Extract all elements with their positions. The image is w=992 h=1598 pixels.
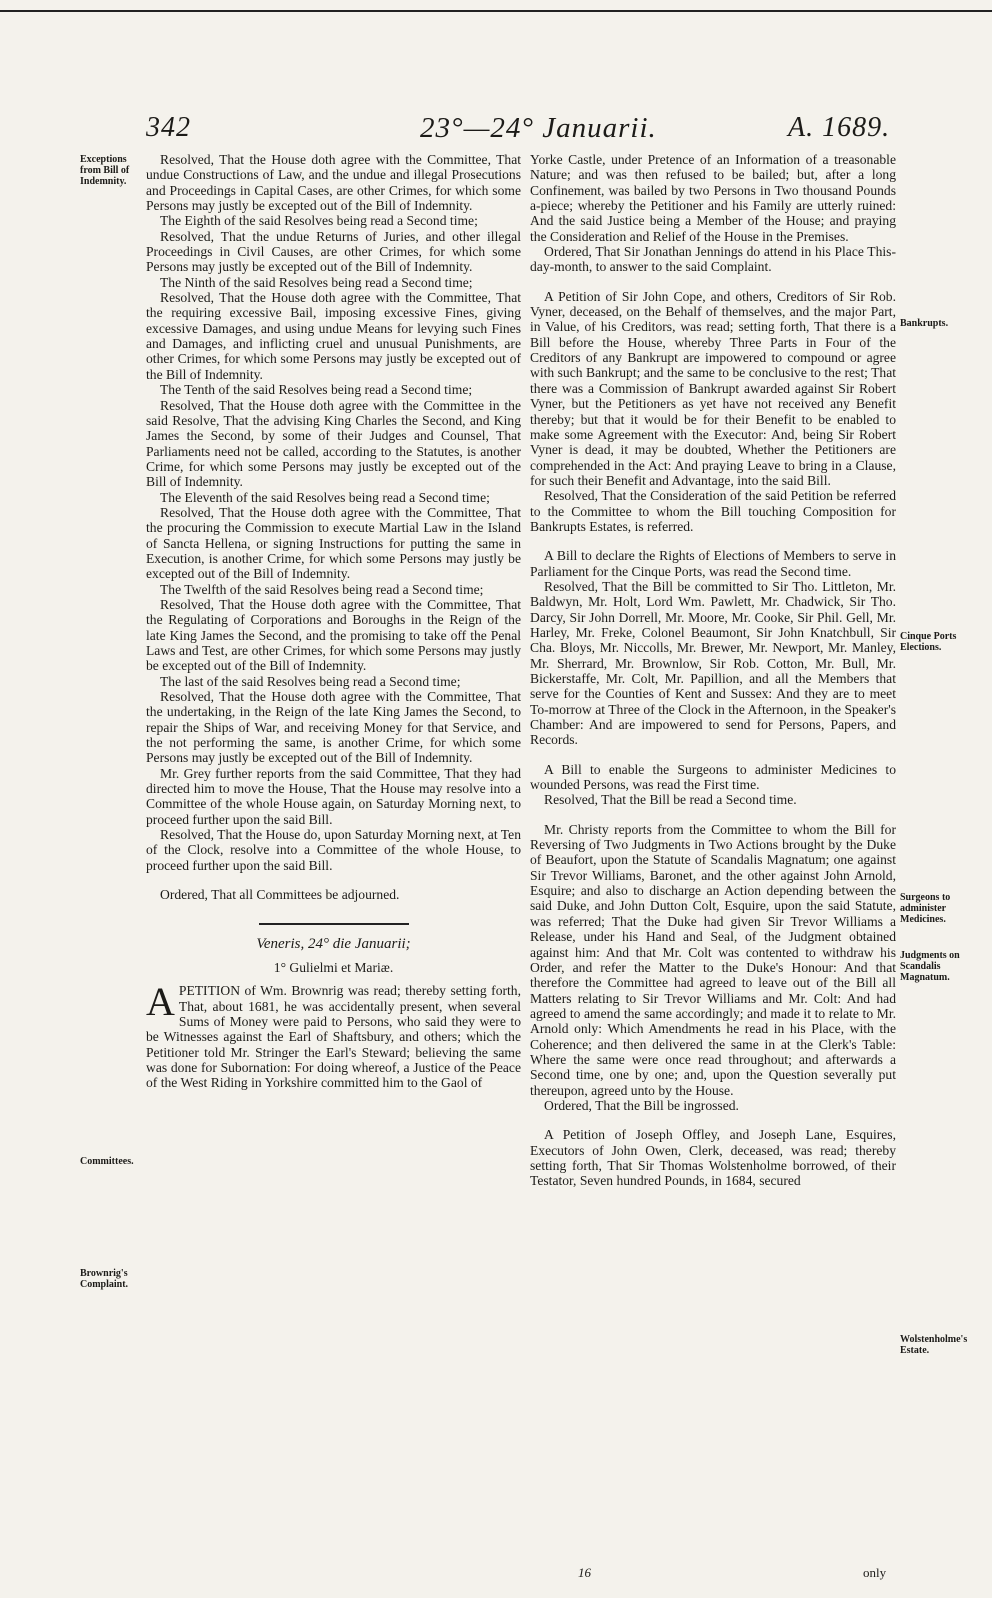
paragraph: Resolved, That the House doth agree with the Committee, That undue Constructions of Law, and the undue and illegal Prosecutions and Proceedings in Capital Cases, are other Crimes, for which some Persons may justly be excepted out of the Bill of Indemnity. [146, 152, 521, 214]
paragraph: Resolved, That the Consideration of the said Petition be referred to the Committee to whom the Bill touching Composition for Bankrupts Estates, is referred. [530, 488, 896, 534]
day-heading: Veneris, 24° die Januarii; [256, 935, 411, 952]
margin-note-bankrupts: Bankrupts. [900, 318, 949, 329]
drop-cap: A [146, 979, 175, 1025]
reign-heading: 1° Gulielmi et Mariæ. [273, 959, 394, 975]
margin-note-surgeons: Surgeons to administer Medicines. [900, 892, 951, 925]
paragraph: Yorke Castle, under Pretence of an Information of a treasonable Nature; and was then refused to be bailed; but, after a long Confinement, was bailed by two Persons in Two thousand Pounds a-piece; whereby the Petitioner and his Family are utterly ruined: And the said Justice being a Member of the House; and praying the Consideration and Relief of the House in the Premises. [530, 152, 896, 244]
paragraph: Resolved, That the House doth agree with the Committee, That the requiring excessive Bail, imposing excessive Fines, giving excessive Damages, and using undue Means for levying such Fines and Damages, and inflicting cruel and unusual Punishments, are other Crimes, for which some Persons may justly be excepted out of the Bill of Indemnity. [146, 290, 521, 382]
brownrig-petition [146, 979, 521, 1091]
brownrig-petition-text: PETITION of Wm. Brownrig was read; thereby setting forth, That, about 1681, he was accidentally present, when several Sums of Money were paid to Persons, who said they were to be Witnesses against the Earl of Shaftsbury, and others; which the Petitioner told Mr. Stringer the Earl's Steward; believing the same was done for Subornation: For doing whereof, a Justice of the Peace of the West Riding in Yorkshire committed him to the Gaol of [146, 983, 521, 1091]
paragraph: Resolved, That the Bill be committed to Sir Tho. Littleton, Mr. Baldwyn, Mr. Holt, Lord Wm. Pawlett, Mr. Chadwick, Sir Tho. Darcy, Sir John Dorrell, Mr. Moore, Mr. Cooke, Sir Phil. Gell, Mr. Harley, Mr. Freke, Colonel Beaumont, Sir John Knatchbull, Sir Cha. Bloys, Mr. Niccolls, Mr. Brewer, Mr. Newport, Mr. Manley, Mr. Sherrard, Mr. Brownlow, Sir Rob. Cotton, Mr. Bull, Mr. Bickerstaffe, Mr. Colt, Mr. Papillion, and all the Members that serve for the Counties of Kent and Sussex: And they are to meet To-morrow at Three of the Clock in the Afternoon, in the Speaker's Chamber: And are impowered to send for Persons, Papers, and Records. [530, 578, 896, 748]
paragraph: Resolved, That the undue Returns of Juries, and other illegal Proceedings in Civil Causes, are other Crimes, for which some Persons may justly be excepted out of the Bill of Indemnity. [146, 228, 521, 275]
paragraph: Ordered, That Sir Jonathan Jennings do attend in his Place This-day-month, to answer to the said Complaint. [530, 244, 896, 275]
margin-note-cinque-ports: Cinque Ports Elections. [900, 631, 957, 653]
paragraph: Resolved, That the House doth agree with the Committee in the said Resolve, That the advising King Charles the Second, and King James the Second, by some of their Judges and Counsel, That Parliaments need not be called, according to the Statutes, is another Crime, for which some Persons may justly be excepted out of the Bill of Indemnity. [146, 397, 521, 490]
paragraph: The Eleventh of the said Resolves being read a Second time; [160, 489, 490, 505]
paragraph: Resolved, That the Bill be read a Second time. [544, 792, 797, 808]
paragraph: Resolved, That the House doth agree with the Committee, That the procuring the Commission to execute Martial Law in the Island of Sancta Hellena, or signing Instructions for putting the same in Execution, is another Crime, for which some Persons may justly be excepted out of the Bill of Indemnity. [146, 504, 521, 582]
paragraph: Mr. Christy reports from the Committee to whom the Bill for Reversing of Two Judgments in Two Actions brought by the Duke of Beaufort, upon the Statute of Scandalis Magnatum; one against Sir Trevor Williams, Baronet, and the other against John Arnold, Esquire; and also to discharge an Action depending between the said Duke, and John Dutton Colt, Esquire, upon the said Statute, was referred; That the Duke had given Sir Trevor Williams a Release, under his Hand and Seal, of the Judgment obtained against him: And that Mr. Colt was contented to withdraw his Order, and refer the Matter to the Duke's Honour: And that therefore the Committee had agreed to leave out of the Bill all Matters relating to Sir Trevor Williams and Mr. Colt: And had agreed to amend the same accordingly; and made it to relate to Mr. Arnold only: Which Amendments he read in his Place, with the Coherence; and then delivered the same in at the Clerk's Table: Where the same were once read throughout; and afterwards a Second time, one by one; and, upon the Question severally put thereupon, agreed unto by the House. [530, 821, 896, 1098]
section-divider [259, 923, 409, 925]
header-year: A. 1689. [788, 112, 891, 143]
header-date: 23°—24° Januarii. [420, 112, 657, 144]
paragraph: A Bill to enable the Surgeons to administer Medicines to wounded Persons, was read the First time. [530, 761, 896, 793]
paragraph: Resolved, That the House doth agree with the Committee, That the Regulating of Corporations and Boroughs in the Reign of the late King James the Second, and the promising to take off the Penal Laws and Test, are other Crimes, for which some Persons may justly be excepted out of the Bill of Indemnity. [146, 596, 521, 674]
paragraph: Resolved, That the House do, upon Saturday Morning next, at Ten of the Clock, resolve into a Committee of the whole House, to proceed further upon the said Bill. [146, 827, 521, 873]
paragraph: A Petition of Joseph Offley, and Joseph Lane, Esquires, Executors of John Owen, Clerk, deceased, was read; thereby setting forth, That Sir Thomas Wolstenholme borrowed, of their Testator, Seven hundred Pounds, in 1684, secured [530, 1127, 896, 1189]
paragraph: Ordered, That the Bill be ingrossed. [544, 1097, 739, 1113]
top-rule [0, 10, 992, 12]
ordered-committees-adjourned: Ordered, That all Committees be adjourned. [160, 887, 400, 903]
paragraph: Resolved, That the House doth agree with the Committee, That the undertaking, in the Reign of the late King James the Second, to repair the Ships of War, and receiving Money for that Service, and the not performing the same, is another Crime, for which some Persons may justly be excepted out of the Bill of Indemnity. [146, 689, 521, 766]
margin-note-exceptions: Exceptions from Bill of Indemnity. [80, 154, 130, 187]
paragraph: The Twelfth of the said Resolves being read a Second time; [160, 581, 484, 597]
margin-note-wolstenholme: Wolstenholme's Estate. [900, 1334, 968, 1356]
page-header [0, 112, 992, 148]
margin-note-judgments: Judgments on Scandalis Magnatum. [900, 950, 960, 983]
catchword: only [863, 1565, 887, 1580]
paragraph: A Bill to declare the Rights of Elections of Members to serve in Parliament for the Cinque Ports, was read the Second time. [530, 548, 896, 579]
margin-note-brownrig: Brownrig's Complaint. [80, 1268, 129, 1290]
paragraph: Mr. Grey further reports from the said Committee, That they had directed him to move the House, That the House may resolve into a Committee of the whole House again, on Saturday Morning next, to proceed further upon the said Bill. [146, 765, 521, 827]
left-column [146, 152, 521, 1091]
right-column [530, 152, 896, 1189]
paragraph: The Tenth of the said Resolves being read a Second time; [160, 382, 473, 398]
signature-mark: 16 [578, 1565, 591, 1580]
paragraph: The Ninth of the said Resolves being read a Second time; [160, 274, 473, 290]
margin-note-committees: Committees. [80, 1156, 134, 1167]
page-number: 342 [146, 112, 191, 143]
paragraph: The Eighth of the said Resolves being read a Second time; [160, 213, 478, 229]
paragraph: A Petition of Sir John Cope, and others, Creditors of Sir Rob. Vyner, deceased, on the Behalf of themselves, and the major Part, in Value, of his Creditors, was read; setting forth, That there is a Bill before the House, whereby Three Parts in Four of the Creditors of any Bankrupt are impowered to compound or agree with such Bankrupt; and the same to be conclusive to the rest; That there was a Commission of Bankrupt awarded against Sir Robert Vyner, but the Petitioners as yet have not received any Benefit thereby; but that it would be for their Benefit to be enabled to make some Agreement with the Executor: And, being Sir Robert Vyner is dead, it may be doubted, Whether the Petitioners are comprehended in the Act: And praying Leave to bring in a Clause, for such their Benefit and Advantage, into the said Bill. [530, 288, 896, 488]
paragraph: The last of the said Resolves being read a Second time; [160, 673, 461, 689]
